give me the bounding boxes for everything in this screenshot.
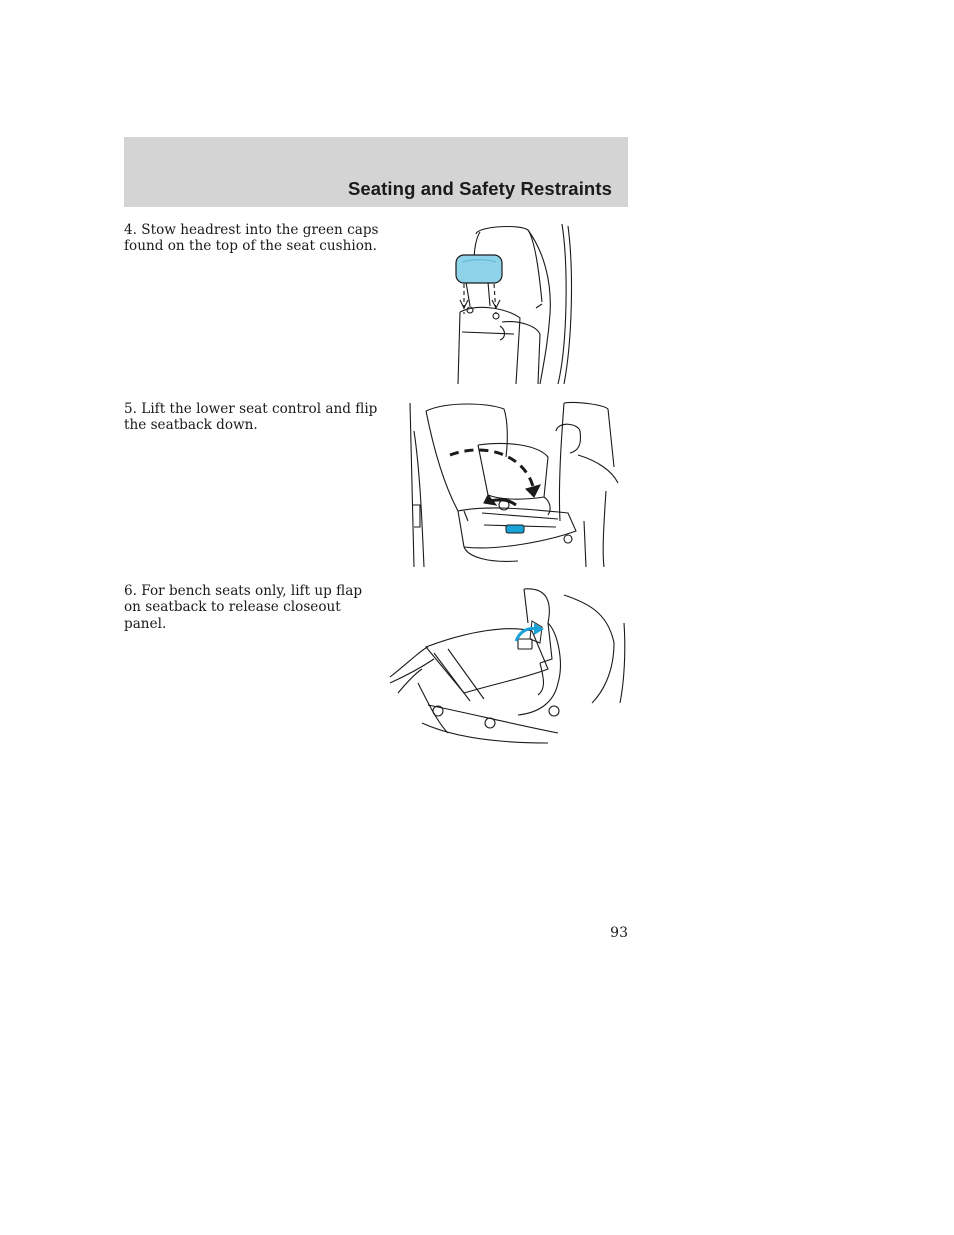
page-number: 93 [610, 925, 628, 941]
step-6-text: 6. For bench seats only, lift up flap on seatback to release closeout panel. [124, 583, 363, 632]
step-5-text: 5. Lift the lower seat control and flip the seatback down. [124, 401, 378, 434]
closeout-panel-illustration [388, 583, 630, 746]
seatback-flip-illustration [408, 401, 620, 567]
section-header [124, 137, 628, 207]
step-4-text: 4. Stow headrest into the green caps found on the top of the seat cushion. [124, 222, 379, 255]
section-title: Seating and Safety Restraints [347, 178, 612, 199]
headrest-stow-illustration [440, 222, 575, 385]
